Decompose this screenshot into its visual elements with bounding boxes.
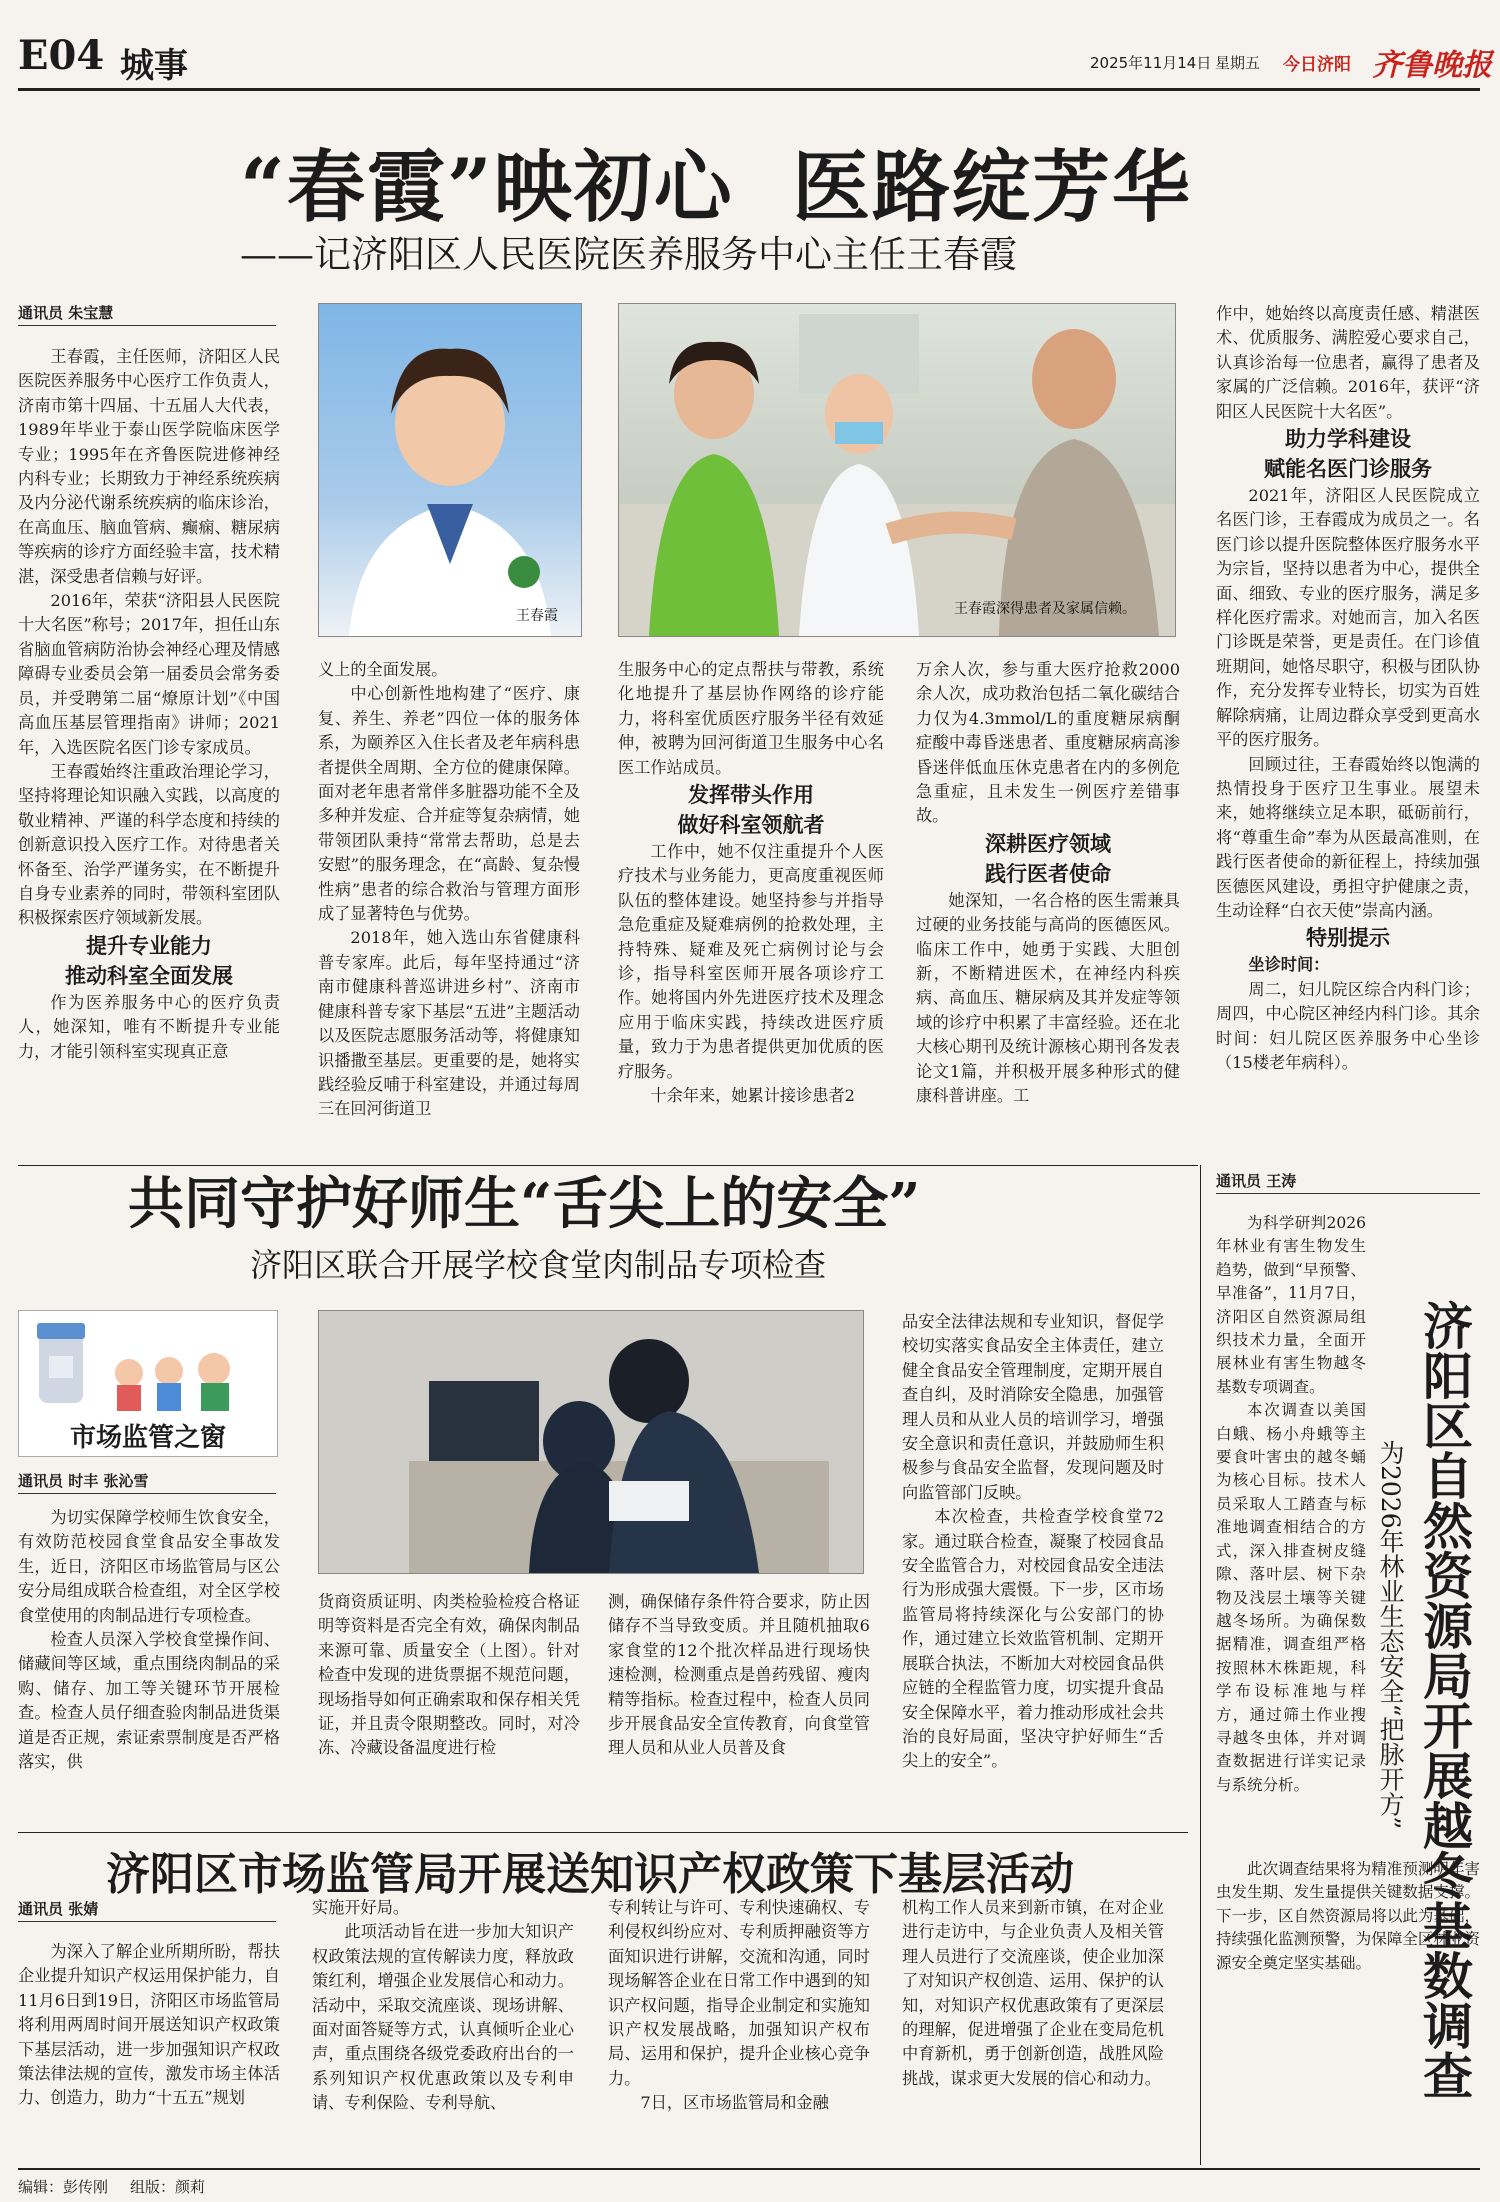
paragraph: 中心创新性地构建了“医疗、康复、养生、养老”四位一体的服务体系，为颐养区入住长者及老年病科患者提供全周期、全方位的健康保障。面对老年患者常伴多脏器功能不全及多种并发症、合并症等复杂病情，她带领团队秉持“常常去帮助，总是去安慰”的服务理念，在“高龄、复杂慢性病”患者的综合救治与管理方面形成了显著特色与优势。 [318,684,580,924]
section-name: 城事 [120,46,188,86]
article2-col4 [902,1310,1164,1826]
article2-byline: 通讯员 时丰 张沁雪 [18,1470,276,1494]
edition-name: 今日济阳 [1283,55,1351,75]
subhead: 助力学科建设 赋能名医门诊服务 [1264,426,1432,482]
subhead: 深耕医疗领域 践行医者使命 [985,830,1111,886]
article1-col1 [18,345,280,1160]
footer-rule [18,2168,1480,2170]
article3-col4 [902,1896,1164,2165]
article2-title: 共同守护好师生“舌尖上的安全” [128,1171,921,1237]
paragraph: 义上的全面发展。 [318,660,448,679]
article1-byline: 通讯员 朱宝慧 [18,302,276,326]
paragraph: 品安全法律法规和专业知识，督促学校切实落实食品安全主体责任，建立健全食品安全管理制度，定期开展自查自纠，及时消除安全隐患，加强管理人员和从业人员的培训学习，增强安全意识和责任意识，并鼓励师生积极参与食品安全监督，发现问题及时向监管部门反映。 [902,1312,1164,1502]
article3-col3 [608,1896,870,2165]
market-logo-text: 市场监管之窗 [69,1423,226,1453]
paragraph: 为科学研判2026年林业有害生物发生趋势，做到“早预警、早准备”，11月7日，济阳区自然资源局组织技术力量，全面开展林业有害生物越冬基数专项调查。 [1216,1214,1366,1396]
article1-subtitle: ——记济阳区人民医院医养服务中心主任王春霞 [240,233,1017,276]
paragraph: 测，确保储存条件符合要求，防止因储存不当导致变质。并且随机抽取6家食堂的12个批次样品进行现场快速检测，检测重点是兽药残留、瘦肉精等指标。检查过程中，检查人员同步开展食品安全宣传教育，向食堂管理人员和从业人员普及食 [608,1592,870,1758]
article4-title: 济阳区自然资源局开展越冬基数调查 [1415,1300,1474,2100]
paragraph: 为切实保障学校师生饮食安全，有效防范校园食堂食品安全事故发生，近日，济阳区市场监管局与区公安分局组成联合检查组，对全区学校食堂使用的肉制品进行专项检查。 [18,1508,280,1625]
subhead: 提升专业能力 推动科室全面发展 [65,932,233,988]
header-rule [18,88,1480,91]
article4-byline: 通讯员 王涛 [1216,1170,1480,1194]
section-divider [18,1832,1188,1833]
paragraph: 实施开好局。 [312,1898,410,1917]
subhead: 发挥带头作用 做好科室领航者 [677,782,825,838]
paragraph: 王春霞，主任医师，济阳区人民医院医养服务中心医疗工作负责人，济南市第十四届、十五届人大代表，1989年毕业于泰山医学院临床医学专业；1995年在齐鲁医院进修神经内科专业；长期致力于神经系统疾病及内分泌代谢系统疾病的临床诊治，在高血压、脑血管病、癫痫、糖尿病等疾病的诊疗方面经验丰富，技术精湛，深受患者信赖与好评。 [18,347,280,586]
paragraph: 机构工作人员来到新市镇，在对企业进行走访中，与企业负责人及相关管理人员进行了交流座谈，使企业加深了对知识产权创造、运用、保护的认知，对知识产权优惠政策有了更深层的理解，促进增强了企业在变局危机中育新机，勇于创新创造，战胜风险挑战，谋求更大发展的信心和动力。 [902,1898,1164,2088]
paragraph: 7日，区市场监管局和金融 [640,2093,829,2113]
portrait-photo [318,303,582,637]
paragraph: 她深知，一名合格的医生需兼具过硬的业务技能与高尚的医德医风。临床工作中，她勇于实践、大胆创新，不断精进医术，在神经内科疾病、高血压、糖尿病及其并发症等领域的诊疗中积累了丰富经验。还在北大核心期刊及统计源核心期刊各发表论文1篇，并积极开展多种形式的健康科普讲座。工 [916,890,1180,1106]
article1-col3 [618,658,884,1160]
issue-date: 2025年11月14日 [1090,54,1212,72]
paragraph: 此项活动旨在进一步加大知识产权政策法规的宣传解读力度，释放政策红利，增强企业发展信心和动力。活动中，采取交流座谈、现场讲解、面对面答疑等方式，认真倾听企业心声，重点围绕各级党委政府出台的一系列知识产权优惠政策以及专利申请、专利保险、专利导航、 [312,1922,574,2113]
special-notice-label: 坐诊时间： [1248,955,1330,975]
article2-col1 [18,1506,280,1826]
paragraph: 作为医养服务中心的医疗负责人，她深知，唯有不断提升专业能力，才能引领科室实现真正意 [18,992,280,1061]
paragraph: 2018年，她入选山东省健康科普专家库。此后，每年坚持通过“济南市健康科普巡讲进乡村”、济南市健康科普专家下基层“五进”主题活动以及医院志愿服务活动等，将健康知识播撒至基层。更重要的是，她将实践经验反哺于科室建设，并通过每周三在回河街道卫 [318,928,580,1119]
paragraph: 此次调查结果将为精准预测明年害虫发生期、发生量提供关键数据支撑。下一步，区自然资源局将以此为基础，持续强化监测预警，为保障全区林业资源安全奠定坚实基础。 [1216,1860,1480,1972]
article2-col2 [318,1590,580,1826]
article1-title: “春霞”映初心 医路绽芳华 [240,142,1193,233]
paragraph: 万余人次，参与重大医疗抢救2000余人次，成功救治包括二氧化碳结合力仅为4.3mmol/L的重度糖尿病酮症酸中毒昏迷患者、重度糖尿病高渗昏迷伴低血压休克患者在内的多例危急重症，且未发生一例医疗差错事故。 [916,660,1180,826]
article3-byline: 通讯员 张婧 [18,1898,276,1922]
article4-col-narrow [1216,1212,1366,1852]
paragraph: 货商资质证明、肉类检验检疫合格证明等资料是否完全有效，确保肉制品来源可靠、质量安全（上图）。针对检查中发现的进货票据不规范问题，现场指导如何正确索取和保存相关凭证，并且责令限期整改。同时，对冷冻、冷藏设备温度进行检 [318,1592,580,1758]
inspection-photo [318,1310,864,1574]
article2-subtitle: 济阳区联合开展学校食堂肉制品专项检查 [250,1246,827,1284]
market-logo-illustration [19,1311,277,1421]
market-window-logo [18,1310,278,1457]
photo-caption: 王春霞深得患者及家属信赖。 [954,601,1136,617]
article3-title: 济阳区市场监管局开展送知识产权政策下基层活动 [106,1849,1074,1900]
paragraph: 检查人员深入学校食堂操作间、储藏间等区域，重点围绕肉制品的采购、储存、加工等关键环节开展检查。检查人员仔细查验肉制品进货渠道是否正规，索证索票制度是否严格落实，供 [18,1630,280,1772]
paragraph: 十余年来，她累计接诊患者2 [650,1086,855,1106]
page-code: E04 [18,32,105,79]
article2-col3 [608,1590,870,1826]
paragraph: 工作中，她不仅注重提升个人医疗技术与业务能力，更高度重视医师队伍的整体建设。她坚持参与并指导急危重症及疑难病例的抢救处理，主持特殊、疑难及死亡病例讨论与会诊，指导科室医师开展各项诊疗工作。她将国内外先进医疗技术及理念应用于临床实践，持续改进医疗质量，致力于为患者提供更加优质的医疗服务。 [618,842,884,1081]
article4-subtitle: 为2026年林业生态安全“把脉开方” [1376,1440,1405,1830]
paragraph: 生服务中心的定点帮扶与带教，系统化地提升了基层协作网络的诊疗能力，将科室优质医疗服务半径有效延伸，被聘为回河街道卫生服务中心名医工作站成员。 [618,660,884,777]
article4-col-wide [1216,1858,1480,2163]
paragraph: 2016年，荣获“济阳县人民医院十大名医”称号；2017年，担任山东省脑血管病防治协会神经心理及情感障碍专业委员会第一届委员会常务委员，并受聘第二届“燎原计划”《中国高血压基层管理指南》讲师；2021年，入选医院名医门诊专家成员。 [18,591,280,757]
paragraph: 本次检查，共检查学校食堂72家。通过联合检查，凝聚了校园食品安全监管合力，对校园食品安全违法行为形成强大震慑。下一步，区市场监管局将持续深化与公安部门的协作，通过建立长效监管机制、定期开展联合执法，不断加大对校园食品供应链的全程监管力度，切实提升食品安全保障水平，着力推动形成社会共治的良好局面，坚决守护好师生“舌尖上的安全”。 [902,1507,1164,1771]
article3-col2 [312,1896,574,2165]
inspection-illustration [319,1311,863,1573]
paragraph: 为深入了解企业所期所盼，帮扶企业提升知识产权运用保护能力，自11月6日到19日，济阳区市场监管局将利用两周时间开展送知识产权政策下基层活动，进一步加强知识产权政策法律法规的宣传，激发市场主体活力、创造力，助力“十五五”规划 [18,1942,280,2108]
masthead-logo: 齐鲁晚报 [1372,48,1492,83]
paragraph: 本次调查以美国白蛾、杨小舟蛾等主要食叶害虫的越冬蛹为核心目标。技术人员采取人工踏查与标准地调查相结合的方式，深入排查树皮缝隙、落叶层、树下杂物及浅层土壤等关键越冬场所。为确保数据精准，调查组严格按照林木株距规，科学布设标准地与样方，通过筛土作业搜寻越冬虫体，并对调查数据进行详实记录与系统分析。 [1216,1401,1366,1794]
paragraph: 作中，她始终以高度责任感、精湛医术、优质服务、满腔爱心要求自己，认真诊治每一位患者，赢得了患者及家属的广泛信赖。2016年，获评“济阳区人民医院十大名医”。 [1216,304,1480,421]
paragraph: 王春霞始终注重政治理论学习，坚持将理论知识融入实践，以高度的敬业精神、严谨的科学态度和持续的创新意识投入医疗工作。对待患者关怀备至、治学严谨务实，在不断提升自身专业素养的同时，带领科室团队积极探索医疗领域新发展。 [18,761,280,928]
article3-col1 [18,1940,280,2165]
paragraph: 专利转让与许可、专利快速确权、专利侵权纠纷应对、专利质押融资等方面知识进行讲解，交流和沟通，同时现场解答企业在日常工作中遇到的知识产权问题，指导企业制定和实施知识产权发展战略，加强知识产权布局、运用和保护，提升企业核心竞争力。 [608,1898,870,2088]
article1-col4 [916,658,1180,1160]
footer-editor: 编辑：彭传刚 [18,2178,109,2196]
portrait-caption: 王春霞 [516,608,558,624]
issue-weekday: 星期五 [1215,54,1261,72]
paragraph: 回顾过往，王春霞始终以饱满的热情投身于医疗卫生事业。展望未来，她将继续立足本职，砥砺前行，将“尊重生命”奉为从医最高准则，在践行医者使命的新征程上，持续加强医德医风建设，勇担守护健康之责，生动诠释“白衣天使”崇高内涵。 [1216,754,1480,920]
footer-layout: 组版：颜莉 [130,2178,206,2196]
special-notice-head: 特别提示 [1306,925,1390,951]
paragraph: 2021年，济阳区人民医院成立名医门诊，王春霞成为成员之一。名医门诊以提升医院整体医疗服务水平为宗旨，坚持以患者为中心，提供全面、细致、专业的医疗服务，满足多样化医疗需求。对她而言，加入名医门诊既是荣誉，更是责任。在门诊值班期间，她恪尽职守，积极与团队协作，充分发挥专业特长，切实为百姓解除病痛，让周边群众享受到更高水平的医疗服务。 [1216,486,1480,750]
portrait-illustration [319,304,581,636]
article1-col2 [318,658,580,1160]
article1-col5 [1216,302,1480,1160]
doctor-patient-illustration [619,304,1175,636]
doctor-patient-photo [618,303,1176,637]
special-notice-text: 周二，妇儿院区综合内科门诊；周四，中心院区神经内科门诊。其余时间：妇儿院区医养服务中心坐诊（15楼老年病科）。 [1216,979,1480,1072]
column-separator [1200,1165,1201,2165]
